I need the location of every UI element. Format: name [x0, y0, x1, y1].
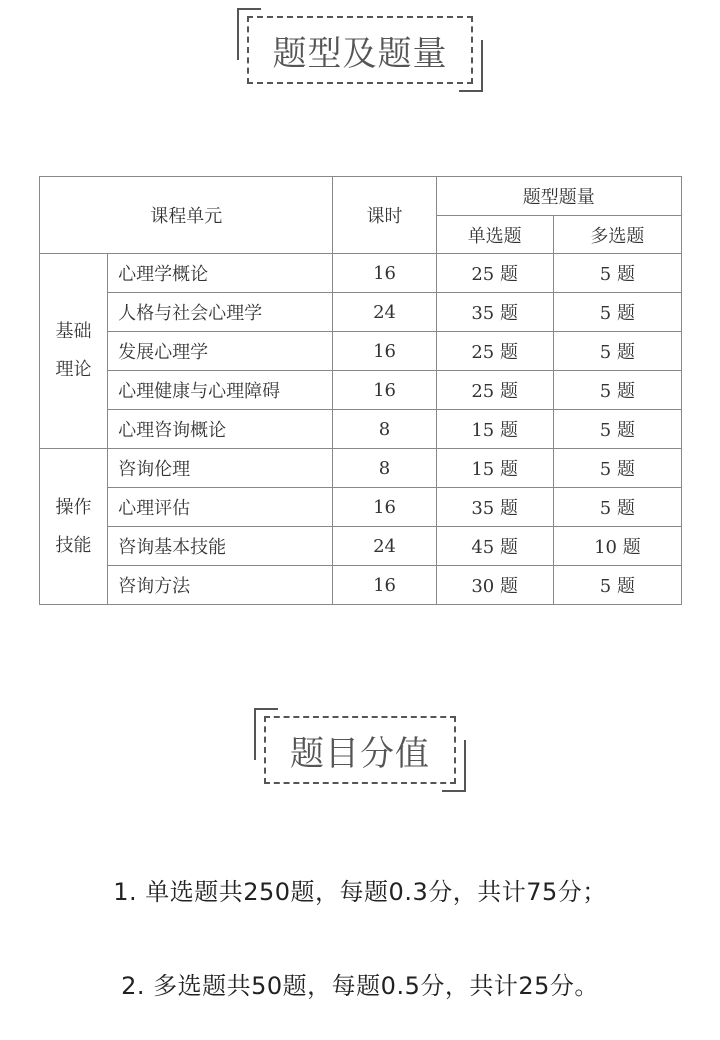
course-name: 人格与社会心理学 [108, 293, 333, 332]
section-heading-text: 题目分值 [290, 733, 430, 774]
course-hours: 16 [333, 488, 436, 527]
multi-choice-count: 5 题 [553, 332, 681, 371]
course-hours: 24 [333, 527, 436, 566]
course-name: 心理咨询概论 [108, 410, 333, 449]
table-row [40, 293, 682, 332]
single-choice-count: 15 题 [436, 449, 553, 488]
course-name: 心理健康与心理障碍 [108, 371, 333, 410]
multi-choice-count: 5 题 [553, 449, 681, 488]
table-row [40, 449, 682, 488]
course-name: 咨询方法 [108, 566, 333, 605]
course-hours: 16 [333, 566, 436, 605]
score-line-single-choice: 1. 单选题共250题，每题0.3分，共计75分； [113, 878, 607, 906]
single-choice-count: 45 题 [436, 527, 553, 566]
section-heading-text: 题型及题量 [272, 33, 448, 74]
course-hours: 8 [333, 449, 436, 488]
course-name: 发展心理学 [108, 332, 333, 371]
table-row [40, 254, 682, 293]
single-choice-count: 25 题 [436, 332, 553, 371]
table-row [40, 332, 682, 371]
table-row [40, 566, 682, 605]
single-choice-count: 35 题 [436, 293, 553, 332]
course-hours: 16 [333, 371, 436, 410]
section-heading-question-types [247, 16, 473, 84]
course-name: 心理评估 [108, 488, 333, 527]
header-hours: 课时 [333, 177, 436, 254]
heading-corner-decoration [459, 40, 483, 92]
heading-corner-decoration [254, 708, 278, 760]
group-label-basic-theory: 基础 理论 [40, 254, 108, 449]
course-name: 咨询基本技能 [108, 527, 333, 566]
course-hours: 24 [333, 293, 436, 332]
single-choice-count: 15 题 [436, 410, 553, 449]
multi-choice-count: 5 题 [553, 410, 681, 449]
single-choice-count: 30 题 [436, 566, 553, 605]
course-hours: 16 [333, 332, 436, 371]
course-name: 心理学概论 [108, 254, 333, 293]
course-name: 咨询伦理 [108, 449, 333, 488]
multi-choice-count: 5 题 [553, 566, 681, 605]
multi-choice-count: 5 题 [553, 371, 681, 410]
multi-choice-count: 5 题 [553, 293, 681, 332]
single-choice-count: 35 题 [436, 488, 553, 527]
heading-corner-decoration [442, 740, 466, 792]
multi-choice-count: 10 题 [553, 527, 681, 566]
table-row [40, 527, 682, 566]
single-choice-count: 25 题 [436, 371, 553, 410]
header-multi-choice: 多选题 [553, 216, 681, 254]
multi-choice-count: 5 题 [553, 254, 681, 293]
score-line-multi-choice: 2. 多选题共50题，每题0.5分，共计25分。 [121, 972, 599, 1000]
header-question-types: 题型题量 [436, 177, 681, 216]
header-course-unit: 课程单元 [40, 177, 333, 254]
question-type-table [39, 176, 682, 605]
heading-corner-decoration [237, 8, 261, 60]
course-hours: 8 [333, 410, 436, 449]
group-label-practical-skills: 操作 技能 [40, 449, 108, 605]
header-single-choice: 单选题 [436, 216, 553, 254]
table-row [40, 410, 682, 449]
table-row [40, 371, 682, 410]
table-row [40, 488, 682, 527]
course-hours: 16 [333, 254, 436, 293]
multi-choice-count: 5 题 [553, 488, 681, 527]
section-heading-scores [264, 716, 456, 784]
single-choice-count: 25 题 [436, 254, 553, 293]
